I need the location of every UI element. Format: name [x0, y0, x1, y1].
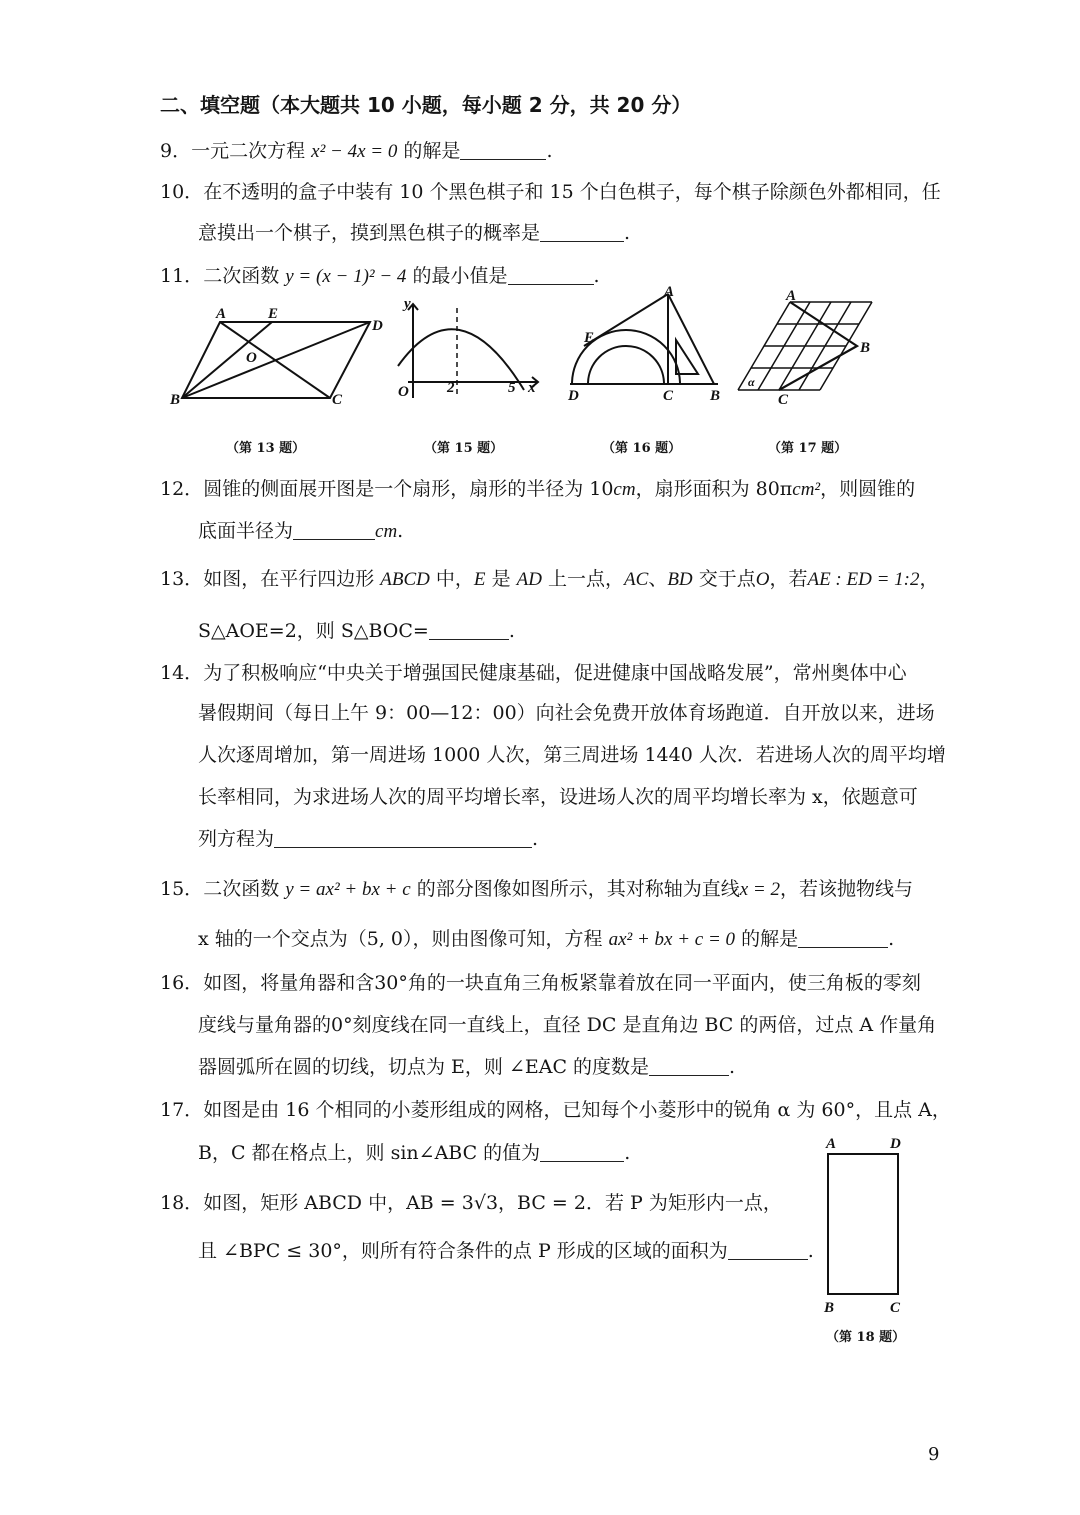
answer-blank[interactable] — [540, 223, 624, 242]
fig13-caption: （第 13 题） — [226, 441, 306, 456]
answer-blank[interactable] — [728, 1241, 808, 1260]
q-number: 11． — [160, 265, 204, 287]
label-a: A — [826, 1136, 837, 1152]
label-a: A — [786, 288, 797, 304]
q-number: 12． — [160, 478, 204, 500]
question-17-line2: B，C 都在格点上，则 sin∠ABC 的值为 . — [198, 1142, 631, 1164]
label-c: C — [778, 392, 789, 408]
q-number: 9． — [160, 140, 192, 162]
question-13-line2: S△AOE=2，则 S△BOC= . — [198, 620, 515, 642]
label-b: B — [824, 1300, 835, 1316]
question-10-line2: 意摸出一个棋子，摸到黑色棋子的概率是 . — [198, 222, 631, 244]
question-17: 17．如图是由 16 个相同的小菱形组成的网格，已知每个小菱形中的锐角 α 为 60°，且点 A， — [160, 1099, 951, 1121]
page-number: 9 — [928, 1444, 940, 1465]
figure-13-parallelogram — [182, 322, 370, 398]
rectangle-abcd — [828, 1154, 898, 1294]
answer-blank[interactable] — [293, 521, 375, 540]
figure-18-rectangle — [816, 1130, 916, 1320]
question-18: 18．如图，矩形 ABCD 中，AB = 3√3，BC = 2．若 P 为矩形内一点， — [160, 1192, 782, 1214]
question-12-line2: 底面半径为 cm. — [198, 520, 404, 542]
label-a: A — [664, 286, 675, 300]
q-number: 17． — [160, 1099, 204, 1121]
segment-eb — [182, 322, 272, 398]
answer-blank[interactable] — [540, 1143, 624, 1162]
question-14-line4: 长率相同，为求进场人次的周平均增长率，设进场人次的周平均增长率为 x，依题意可 — [198, 786, 918, 808]
label-b: B — [860, 340, 871, 356]
q-number: 14． — [160, 662, 204, 684]
label-d: D — [568, 388, 579, 404]
fig15-caption: （第 15 题） — [424, 441, 504, 456]
label-e: E — [268, 306, 279, 322]
question-15: 15．二次函数 y = ax² + bx + c 的部分图像如图所示，其对称轴为直线x = 2，若该抛物线与 — [160, 878, 913, 900]
label-alpha: α — [748, 375, 755, 389]
label-y: y — [404, 296, 411, 312]
question-14: 14．为了积极响应“中央关于增强国民健康基础，促进健康中国战略发展”，常州奥体中心 — [160, 662, 907, 684]
question-16-line3: 器圆弧所在圆的切线，切点为 E，则 ∠EAC 的度数是 . — [198, 1056, 736, 1078]
answer-blank[interactable] — [274, 829, 532, 848]
question-14-line5: 列方程为 . — [198, 828, 539, 850]
q-number: 13． — [160, 568, 204, 590]
fig17-caption: （第 17 题） — [768, 441, 848, 456]
question-11: 11．二次函数 y = (x − 1)² − 4 的最小值是 . — [160, 265, 600, 287]
question-9: 9．一元二次方程 x² − 4x = 0 的解是 . — [160, 140, 553, 162]
label-o: O — [246, 350, 257, 366]
parabola-curve — [398, 329, 524, 390]
question-15-line2: x 轴的一个交点为（5, 0），则由图像可知，方程 ax² + bx + c = 0 的解是 . — [198, 928, 895, 950]
label-d: D — [372, 318, 383, 334]
label-d: D — [890, 1136, 901, 1152]
label-5: 5 — [508, 380, 516, 396]
q-number: 18． — [160, 1192, 204, 1214]
equation: y = (x − 1)² − 4 — [285, 266, 407, 287]
figure-15-parabola — [398, 304, 538, 398]
label-b: B — [170, 392, 181, 408]
figures-row — [160, 286, 920, 416]
fig16-caption: （第 16 题） — [602, 441, 682, 456]
label-e: E — [584, 330, 595, 346]
label-o: O — [398, 384, 409, 400]
answer-blank[interactable] — [429, 621, 509, 640]
answer-blank[interactable] — [508, 266, 594, 285]
question-14-line3: 人次逐周增加，第一周进场 1000 人次，第三周进场 1440 人次．若进场人次的周平均增 — [198, 744, 946, 766]
label-c: C — [890, 1300, 901, 1316]
question-16: 16．如图，将量角器和含30°角的一块直角三角板紧靠着放在同一平面内，使三角板的零刻 — [160, 972, 921, 994]
q-number: 10． — [160, 181, 204, 203]
triangle-abc — [668, 294, 714, 384]
equation: x² − 4x = 0 — [311, 141, 398, 162]
label-a: A — [216, 306, 227, 322]
answer-blank[interactable] — [798, 929, 888, 948]
label-c: C — [663, 388, 674, 404]
label-c: C — [332, 392, 343, 408]
protractor-inner-arc — [588, 346, 664, 384]
question-16-line2: 度线与量角器的0°刻度线在同一直线上，直径 DC 是直角边 BC 的两倍，过点 A 作量角 — [198, 1014, 937, 1036]
answer-blank[interactable] — [460, 141, 546, 160]
section-title: 二、填空题（本大题共 10 小题，每小题 2 分，共 20 分） — [160, 93, 692, 117]
label-2: 2 — [447, 380, 455, 396]
question-18-line2: 且 ∠BPC ≤ 30°，则所有符合条件的点 P 形成的区域的面积为 . — [198, 1240, 814, 1262]
question-10: 10．在不透明的盒子中装有 10 个黑色棋子和 15 个白色棋子，每个棋子除颜色外都相同，任 — [160, 181, 941, 203]
label-x: x — [528, 380, 536, 396]
diagonal-bd — [182, 322, 370, 398]
question-12: 12．圆锥的侧面展开图是一个扇形，扇形的半径为 10cm，扇形面积为 80πcm²，则圆锥的 — [160, 478, 916, 500]
q-number: 16． — [160, 972, 204, 994]
figure-17-rhombus-grid — [738, 302, 872, 390]
question-13: 13．如图，在平行四边形 ABCD 中，E 是 AD 上一点，AC、BD 交于点O，若AE : ED = 1:2， — [160, 568, 939, 590]
answer-blank[interactable] — [649, 1057, 729, 1076]
label-b: B — [710, 388, 721, 404]
question-14-line2: 暑假期间（每日上午 9：00—12：00）向社会免费开放体育场跑道．自开放以来，进场 — [198, 702, 935, 724]
fig18-caption: （第 18 题） — [826, 1330, 906, 1345]
q-number: 15． — [160, 878, 204, 900]
